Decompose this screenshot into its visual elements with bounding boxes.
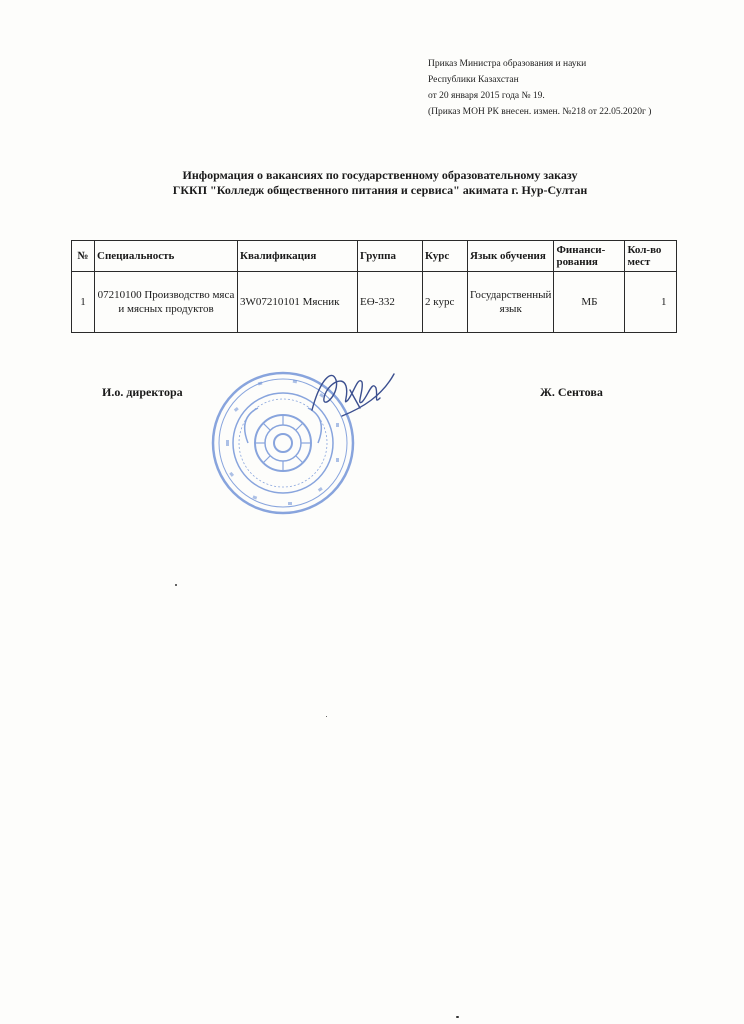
- header-course: Курс: [423, 241, 468, 272]
- scan-speck: [175, 584, 177, 586]
- handwritten-signature-icon: [302, 360, 397, 430]
- scan-speck: [456, 1016, 459, 1018]
- cell-qualification: 3W07210101 Мясник: [238, 272, 358, 333]
- cell-course: 2 курс: [423, 272, 468, 333]
- header-count: Кол-во мест: [625, 241, 677, 272]
- cell-group: ЕӨ-332: [358, 272, 423, 333]
- header-specialty: Специальность: [95, 241, 238, 272]
- director-title: И.о. директора: [102, 385, 183, 399]
- scan-speck: [326, 716, 327, 717]
- header-language: Язык обучения: [468, 241, 554, 272]
- order-line-2: Республики Казахстан: [428, 75, 519, 85]
- order-line-4: (Приказ МОН РК внесен. измен. №218 от 22.05.2020г ): [428, 107, 652, 117]
- title-line-1: Информация о вакансиях по государственному образовательному заказу: [182, 168, 578, 182]
- cell-num: 1: [72, 272, 95, 333]
- table-row: [72, 272, 677, 333]
- header-num: №: [72, 241, 95, 272]
- header-financing: Финанси-рования: [554, 241, 625, 272]
- director-name: Ж. Сентова: [540, 385, 603, 399]
- header-group: Группа: [358, 241, 423, 272]
- vacancies-table: [71, 240, 677, 333]
- document-title: [100, 168, 660, 198]
- order-reference-note: [428, 56, 728, 120]
- cell-language: Государственный язык: [468, 272, 554, 333]
- cell-financing: МБ: [554, 272, 625, 333]
- order-line-3: от 20 января 2015 года № 19.: [428, 91, 545, 101]
- order-line-1: Приказ Министра образования и науки: [428, 59, 587, 69]
- cell-specialty: 07210100 Производство мяса и мясных продуктов: [95, 272, 238, 333]
- table-header-row: [72, 241, 677, 272]
- cell-count: 1: [625, 272, 677, 333]
- title-line-2: ГККП "Колледж общественного питания и сервиса" акимата г. Нур-Султан: [172, 183, 588, 197]
- header-qualification: Квалификация: [238, 241, 358, 272]
